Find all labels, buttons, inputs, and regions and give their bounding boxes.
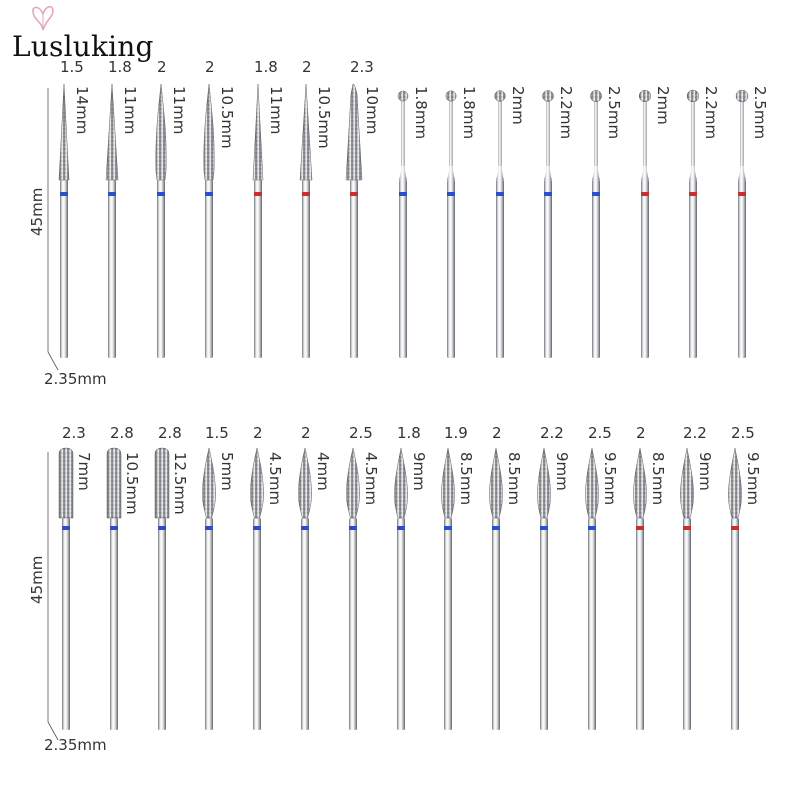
bit-diameter-label: 2 <box>157 58 167 76</box>
bit-head <box>204 84 214 180</box>
bit-shank <box>540 518 548 730</box>
bit-grit-band <box>301 526 309 530</box>
bit-diameter-label: 1.5 <box>205 424 229 442</box>
bit-diameter-label: 2.2 <box>683 424 707 442</box>
bit-head-ball <box>398 91 408 101</box>
bit-grit-band <box>683 526 691 530</box>
bit-diameter-label: 2.3 <box>62 424 86 442</box>
bit-head-length-label: 2.2mm <box>702 86 720 140</box>
drill-bit <box>537 448 550 730</box>
bit-diameter-label: 2.5 <box>731 424 755 442</box>
bit-shank <box>492 518 500 730</box>
bit-shank <box>447 180 455 358</box>
bit-taper <box>447 166 455 180</box>
bit-diameter-label: 2 <box>301 424 311 442</box>
bit-head-length-label: 2.5mm <box>751 86 769 140</box>
bit-head <box>155 448 169 518</box>
bit-diameter-label: 2.3 <box>350 58 374 76</box>
drill-bit <box>394 448 407 730</box>
bit-grit-band <box>641 192 649 196</box>
drill-bit <box>585 448 598 730</box>
bit-shank <box>349 518 357 730</box>
bit-shank <box>636 518 644 730</box>
bit-grit-band <box>108 192 116 196</box>
bit-head-ball <box>639 90 651 102</box>
bit-head-ball <box>543 91 554 102</box>
bit-head <box>300 84 312 180</box>
drill-bit <box>633 448 646 730</box>
bit-head-length-label: 8.5mm <box>457 452 475 506</box>
bit-shank <box>60 180 68 358</box>
bit-taper <box>689 166 697 180</box>
bit-grit-band <box>447 192 455 196</box>
bit-head-length-label: 9.5mm <box>744 452 762 506</box>
drill-bit <box>106 84 118 358</box>
bit-head-length-label: 4mm <box>314 452 332 491</box>
bit-head-length-label: 4.5mm <box>362 452 380 506</box>
bit-taper <box>544 166 552 180</box>
bit-head <box>537 448 550 518</box>
bit-head-ball <box>446 91 456 101</box>
bit-head <box>633 448 646 518</box>
bit-shank <box>399 180 407 358</box>
bit-grit-band <box>399 192 407 196</box>
bit-diameter-label: 1.5 <box>60 58 84 76</box>
bit-shank <box>731 518 739 730</box>
bit-head-length-label: 9.5mm <box>601 452 619 506</box>
bit-shank <box>157 180 165 358</box>
bit-shank <box>62 518 70 730</box>
bit-grit-band <box>205 526 213 530</box>
bit-taper <box>641 166 649 180</box>
bit-diameter-label: 2.8 <box>158 424 182 442</box>
bit-head <box>59 448 73 518</box>
bit-shank <box>689 180 697 358</box>
bit-grit-band <box>205 192 213 196</box>
bit-head <box>585 448 598 518</box>
bit-head-length-label: 10mm <box>363 86 381 135</box>
bit-grit-band <box>496 192 504 196</box>
bit-diameter-label: 2.5 <box>349 424 373 442</box>
bit-head-ball <box>590 90 601 101</box>
drill-bit <box>59 84 69 358</box>
length-label: 45mm <box>28 187 46 236</box>
drill-bit <box>107 448 121 730</box>
bit-head <box>394 448 407 518</box>
bit-head-length-label: 10.5mm <box>315 86 333 149</box>
drill-bit <box>253 84 263 358</box>
bit-grit-band <box>636 526 644 530</box>
bit-shank <box>110 518 118 730</box>
drill-bit <box>495 91 506 358</box>
bit-shank <box>108 180 116 358</box>
bit-head <box>156 84 166 180</box>
drill-bit <box>728 448 741 730</box>
drill-bit <box>300 84 312 358</box>
bit-shank <box>683 518 691 730</box>
bit-shank <box>588 518 596 730</box>
bit-head-length-label: 2.5mm <box>605 86 623 140</box>
bit-head-length-label: 2mm <box>509 86 527 125</box>
bit-head-length-label: 9mm <box>553 452 571 491</box>
bit-diameter-label: 1.8 <box>254 58 278 76</box>
bit-grit-band <box>397 526 405 530</box>
bit-diameter-label: 2 <box>302 58 312 76</box>
bit-shank <box>302 180 310 358</box>
bit-taper <box>738 166 746 180</box>
bit-diameter-label: 2 <box>253 424 263 442</box>
bit-grit-band <box>738 192 746 196</box>
bit-diameter-label: 2.8 <box>110 424 134 442</box>
bit-taper <box>496 166 504 180</box>
bit-head <box>346 84 362 180</box>
drill-bit <box>298 448 311 730</box>
bit-shank <box>205 180 213 358</box>
drill-bit <box>346 84 362 358</box>
bit-head-length-label: 9mm <box>696 452 714 491</box>
bit-grit-band <box>540 526 548 530</box>
bit-head-length-label: 10.5mm <box>123 452 141 515</box>
length-label: 45mm <box>28 555 46 604</box>
drill-bit <box>398 91 408 358</box>
bit-shank <box>253 518 261 730</box>
drill-bit <box>639 90 651 358</box>
bit-diameter-label: 2.5 <box>588 424 612 442</box>
bit-grit-band <box>253 526 261 530</box>
bit-head-length-label: 2mm <box>654 86 672 125</box>
bit-grit-band <box>157 192 165 196</box>
drill-bit <box>202 448 215 730</box>
drill-bit <box>441 448 454 730</box>
drill-bit <box>680 448 693 730</box>
drill-bit <box>346 448 359 730</box>
bit-grit-band <box>350 192 358 196</box>
drill-bit <box>155 448 169 730</box>
drill-bit <box>204 84 214 358</box>
bit-head <box>202 448 215 518</box>
bit-shank <box>738 180 746 358</box>
bit-head-length-label: 7mm <box>75 452 93 491</box>
drill-bit <box>59 448 73 730</box>
bit-shank <box>592 180 600 358</box>
bit-grit-band <box>544 192 552 196</box>
bit-shank <box>641 180 649 358</box>
bit-shank <box>254 180 262 358</box>
shank-diameter-label: 2.35mm <box>44 370 107 388</box>
bit-diameter-label: 2 <box>205 58 215 76</box>
bit-shank <box>444 518 452 730</box>
bit-head <box>107 448 121 518</box>
bit-head-length-label: 5mm <box>218 452 236 491</box>
bit-head <box>728 448 741 518</box>
bit-grit-band <box>60 192 68 196</box>
bit-head <box>298 448 311 518</box>
bit-head <box>250 448 263 518</box>
bit-shank <box>544 180 552 358</box>
bit-head <box>346 448 359 518</box>
bit-head-length-label: 4.5mm <box>266 452 284 506</box>
bit-grit-band <box>110 526 118 530</box>
bit-diameter-label: 1.8 <box>397 424 421 442</box>
bit-shank <box>496 180 504 358</box>
drill-bit <box>590 90 601 358</box>
bit-grit-band <box>444 526 452 530</box>
bit-head-length-label: 1.8mm <box>460 86 478 140</box>
bit-head <box>253 84 263 180</box>
shank-dimension-leader <box>48 352 58 370</box>
bit-head <box>106 84 118 180</box>
bit-head-length-label: 9mm <box>410 452 428 491</box>
bit-head <box>680 448 693 518</box>
drill-bit <box>543 91 554 359</box>
bit-head-length-label: 12.5mm <box>171 452 189 515</box>
bit-grit-band <box>731 526 739 530</box>
bit-taper <box>399 166 407 180</box>
brand-logo-text: Lusluking <box>12 30 154 63</box>
bit-grit-band <box>492 526 500 530</box>
bit-head-length-label: 14mm <box>73 86 91 135</box>
bit-grit-band <box>302 192 310 196</box>
bit-shank <box>158 518 166 730</box>
drill-bit <box>156 84 166 358</box>
bit-head-length-label: 11mm <box>170 86 188 135</box>
bit-grit-band <box>62 526 70 530</box>
bit-head-length-label: 1.8mm <box>412 86 430 140</box>
bit-head <box>441 448 454 518</box>
bit-head-length-label: 8.5mm <box>505 452 523 506</box>
drill-bit <box>687 90 699 358</box>
bit-grit-band <box>349 526 357 530</box>
bit-diameter-label: 2 <box>492 424 502 442</box>
bit-grit-band <box>588 526 596 530</box>
bit-grit-band <box>254 192 262 196</box>
bit-diameter-label: 1.8 <box>108 58 132 76</box>
bit-head <box>489 448 502 518</box>
bit-taper <box>592 166 600 180</box>
bit-head-length-label: 11mm <box>267 86 285 135</box>
bit-shank <box>205 518 213 730</box>
bit-shank <box>301 518 309 730</box>
bit-head-length-label: 2.2mm <box>557 86 575 140</box>
bit-grit-band <box>592 192 600 196</box>
drill-bit <box>736 90 748 358</box>
drill-bit <box>489 448 502 730</box>
bit-diameter-label: 2 <box>636 424 646 442</box>
bit-head <box>59 84 69 180</box>
butterfly-logo-icon <box>30 2 56 32</box>
bit-head-length-label: 10.5mm <box>218 86 236 149</box>
bit-grit-band <box>689 192 697 196</box>
drill-bit <box>250 448 263 730</box>
bit-head-length-label: 11mm <box>121 86 139 135</box>
bit-shank <box>350 180 358 358</box>
bit-row <box>48 84 748 370</box>
bit-head-ball <box>687 90 699 102</box>
bit-diameter-label: 1.9 <box>444 424 468 442</box>
bit-shank <box>397 518 405 730</box>
bit-grit-band <box>158 526 166 530</box>
drill-bit <box>446 91 456 358</box>
bit-head-length-label: 8.5mm <box>649 452 667 506</box>
bit-diameter-label: 2.2 <box>540 424 564 442</box>
bit-row <box>48 448 742 740</box>
shank-diameter-label: 2.35mm <box>44 736 107 754</box>
bit-head-ball <box>736 90 748 102</box>
bit-head-ball <box>495 91 506 102</box>
